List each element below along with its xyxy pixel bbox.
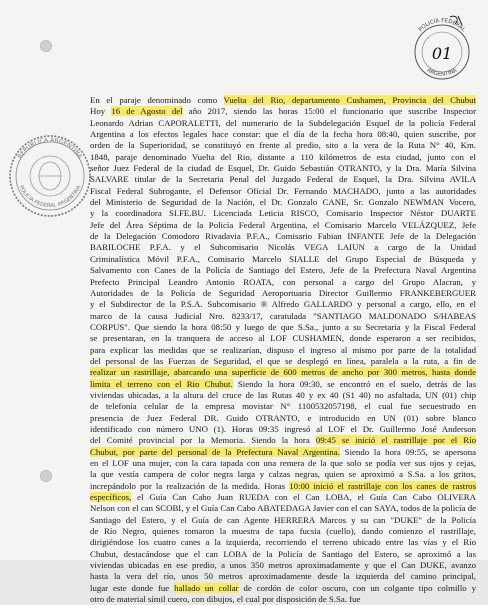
- highlighted-text: realizar un rastrillaje, abarcando una superficie de 600 metros de ancho por 300 metros, hasta donde: [90, 367, 476, 378]
- text-segment: la que vestía campera de color negra larga y calzas negras, quien se aproximó a S.Sa. a los gritos,: [90, 469, 476, 480]
- text-line: [90, 481, 476, 492]
- svg-text:ARGENTINA: ARGENTINA: [425, 67, 459, 78]
- highlighted-text: Chubut, por parte del personal de la Prefectura Naval Argentina.: [90, 446, 340, 457]
- text-segment: SALVARE titular de la Secretaria Penal del Juzgado Federal de Esquel, la Dra. Silvina AVILA: [90, 174, 476, 185]
- text-line: [90, 174, 476, 185]
- text-segment: marco de la causa Judicial Nro. 8233/17, caratulada "SANTIAGO MALDONADO S/HABEAS: [90, 310, 476, 321]
- text-segment: viviendas ubicadas en ese predio, a unos 350 metros aproximadamente y que el Can DUKE, avanzo: [90, 560, 476, 571]
- text-line: [90, 220, 476, 231]
- text-segment: de Río Negro, quienes tomaron la muestra de tapa fucsia (cuello), dando comienzo el rastrillaje,: [90, 526, 476, 537]
- text-line: [90, 322, 476, 333]
- highlighted-text: limita el terreno con el Rio Chubut.: [90, 378, 233, 389]
- text-segment: año 2017, siendo las horas 15:00 el funcionario que suscribe Inspector: [182, 106, 476, 117]
- text-segment: En el paraje denominado como: [90, 95, 224, 105]
- folio-number: 01: [431, 44, 453, 63]
- highlighted-text: 09:45 se inició el rastrillaje por el Río: [315, 435, 476, 446]
- text-segment: señor Juez Federal de la ciudad de Esquel, Dr. Guido Sebastián OTRANTO, y la Dra. María Silvina: [90, 163, 476, 174]
- text-segment: del Comité provincial por la Memoria. Siendo la hora: [90, 435, 316, 446]
- text-line: [90, 265, 476, 276]
- text-segment: del Ministerio de Seguridad de la Nación, el Dr. Gonzalo CANE, Sr. Gonzalo NEWMAN Vocero,: [90, 197, 476, 208]
- text-line: [90, 242, 476, 253]
- text-segment: 1848, paraje denominado Vuelta del Rio, distante a 110 kilómetros de esta ciudad, junto con el: [90, 151, 476, 162]
- text-line: [90, 469, 476, 480]
- highlighted-text: 10:00 inició el rastrillaje con los canes de rastros: [289, 480, 476, 491]
- text-line: [90, 288, 476, 299]
- text-line: [90, 118, 476, 129]
- text-segment: Criminalística Móvil P.F.A., Comisario Marcelo SIALLE del Grupo Especial de Búsqueda y: [90, 253, 476, 264]
- text-segment: presencia de Juez Federal DR. Guido OTRANTO, e introducido en UN (01) sobre blanco: [90, 412, 476, 423]
- text-segment: viviendas ubicadas, a la altura del cruce de las Rutas 40 y ex 40 (S1 40) no asfaltada, UN (01) chip: [90, 389, 476, 400]
- text-line: [90, 299, 476, 310]
- text-segment: Siendo la hora 09:55, se apersona: [339, 446, 477, 457]
- text-line: [90, 163, 476, 174]
- text-line: [90, 356, 476, 367]
- text-line: [90, 537, 476, 548]
- text-line: [90, 129, 476, 140]
- text-segment: Siendo la hora 09:30, se encontró en el suelo, detrás de las: [232, 378, 477, 389]
- text-segment: increpándolo por la realización de la medida. Horas: [90, 480, 290, 491]
- text-line: [90, 503, 476, 514]
- text-line: [90, 333, 476, 344]
- highlighted-text: específicos,: [90, 492, 132, 503]
- highlighted-text: hallado un collar: [174, 582, 239, 593]
- text-line: [90, 311, 476, 322]
- police-seal-stamp-left: [2, 128, 98, 224]
- text-segment: otro de material símil cuero, con dibujos, el cual por disposición de S.Sa. fue: [90, 594, 361, 605]
- svg-text:POLICIA FEDERAL: POLICIA FEDERAL: [417, 17, 467, 34]
- text-segment: hasta la vera del río, unos 50 metros aproximadamente desde la izquierda del camino principal,: [90, 571, 476, 582]
- text-segment: Autoridades de la Policía de Seguridad Aeroportuaria Director Guillermo FRANKEBERGUER: [90, 287, 476, 298]
- text-segment: identificado con número UNO (1). Horas 09:35 ingresó al LOF el Dr. Guillermo José Anderson: [90, 423, 476, 434]
- text-line: [90, 583, 476, 594]
- text-line: [90, 95, 476, 106]
- text-line: [90, 390, 476, 401]
- text-line: [90, 401, 476, 412]
- text-segment: Argentina a los efectos legales hace constar: que el día de la fecha hora 08:40, quien suscribe, por: [90, 129, 476, 140]
- text-line: [90, 492, 476, 503]
- text-segment: Chubut, destacándose que el can LOBA de la Policía de Santiago del Estero, se aproximó a las: [90, 548, 476, 559]
- text-segment: dirigiéndose los cuatro canes a la izquierda, recorriendo el terreno ubicado entre las vías y el Río: [90, 537, 476, 548]
- text-segment: se presentaran, en la tranquera de acceso al LOF CUSHAMEN, donde esperaron a ser recibidos,: [90, 333, 476, 344]
- text-line: [90, 152, 476, 163]
- text-line: [90, 413, 476, 424]
- text-segment: Santiago del Estero, y el Guía de can Agente HERRERA Marcos y su can "DUKE" de la Policía: [90, 514, 476, 525]
- text-line: [90, 254, 476, 265]
- text-segment: CORPUS". Que siendo la hora 08:50 y luego de que S.Sa., junto a su Secretaria y la Fiscal Federal: [90, 321, 476, 332]
- text-line: [90, 526, 476, 537]
- svg-text:POLICIA FEDERAL ARGENTINA: POLICIA FEDERAL ARGENTINA: [17, 184, 83, 209]
- text-line: [90, 594, 476, 605]
- text-segment: Hoy: [90, 106, 112, 117]
- text-segment: Prefecto Principal Leandro Antonio ROATA, con personal a cargo del Grupo Alacran, y: [90, 276, 476, 287]
- text-segment: del personal de las Fuerzas de Seguridad, el que se desplegó en línea, paralela a la ruta, a fin de: [90, 355, 476, 366]
- text-segment: de cordón de color oscuro, con un colgante tipo colmillo y: [238, 582, 476, 593]
- text-line: [90, 447, 476, 458]
- police-seal-stamp: [400, 12, 484, 82]
- text-segment: de la Delegación Comodoro Rivadavia P.F.A., Comisario Fabian INFANTE Jefe de la Delegación: [90, 231, 476, 242]
- text-segment: Jefe del Área Séptima de la Policía Federal Argentina, el Comisario Marcelo VELÁZQUEZ, Jefe: [90, 219, 476, 230]
- text-segment: Leonardo Adrian CAPORALETTI, del numerario de la Subdelegación Esquel de la policía Federal: [90, 117, 476, 128]
- text-line: [90, 106, 476, 117]
- text-segment: en el LOF una mujer, con la cara tapada con una remera de la que solo se podía ver sus ojos y cejas,: [90, 458, 476, 468]
- text-segment: BARILOCHE P.F.A. y el Subcomisario Nicolás VEGA LAIUN a cargo de la Unidad: [90, 242, 476, 253]
- text-segment: de telefonía celular de la empresa movistar N° 1100532057198, el cual fue secuestrado en: [90, 401, 476, 412]
- text-line: [90, 367, 476, 378]
- text-line: [90, 277, 476, 288]
- text-segment: el Guía Can Cabo Juan RUEDA con el Can LOBA, el Guía Can Cabo OLIVERA: [131, 492, 476, 503]
- text-line: [90, 140, 476, 151]
- text-line: [90, 571, 476, 582]
- punch-hole: [40, 470, 52, 482]
- document-body: [90, 95, 476, 605]
- text-segment: Salvamento con Canes de la Policía de Santiago del Estero, Jefe de la Prefectura Naval Argentina: [90, 265, 476, 276]
- punch-hole: [40, 40, 52, 52]
- text-segment: Nelson con el can SCOBI, y el Guía Can Cabo ABATEDAGA Javier con el can SAYA, todos de la policía de: [90, 503, 476, 514]
- highlighted-text: 16 de Agosto del: [111, 106, 183, 117]
- text-line: [90, 186, 476, 197]
- text-line: [90, 435, 476, 446]
- text-segment: Fiscal Federal Subrogante, el Defensor Oficial Dr. Fernando MACHADO, junto a las autoridades: [90, 185, 476, 196]
- text-segment: para explicar las medidas que se realizarían, dispuso el ingreso al mismo por parte de la totalidad: [90, 344, 476, 355]
- text-line: [90, 231, 476, 242]
- text-segment: y la coordinadora SI.FE.BU. Licenciada Leticia RISCO, Comisario Inspector Néstor DUARTE: [90, 208, 476, 219]
- text-segment: lugar este donde fue: [90, 582, 175, 593]
- text-line: [90, 424, 476, 435]
- text-line: [90, 345, 476, 356]
- text-line: [90, 515, 476, 526]
- text-line: [90, 379, 476, 390]
- highlighted-text: Vuelta del Rio, departamento Cushamen, Provincia del Chubut: [223, 95, 476, 105]
- text-line: [90, 549, 476, 560]
- svg-text:REPUBLICA ARGENTINA: REPUBLICA ARGENTINA: [16, 136, 84, 160]
- text-line: [90, 197, 476, 208]
- text-line: [90, 458, 476, 469]
- text-line: [90, 208, 476, 219]
- text-line: [90, 560, 476, 571]
- text-segment: y el Subdirector de la P.S.A. Subcomisario ® Alfredo GALLARDO y personal a cargo, ello, en el: [90, 299, 476, 310]
- text-segment: orden de la Superioridad, se constituyó en frente al predio, sito a la vera de la Ruta N° 40, Km.: [90, 140, 476, 151]
